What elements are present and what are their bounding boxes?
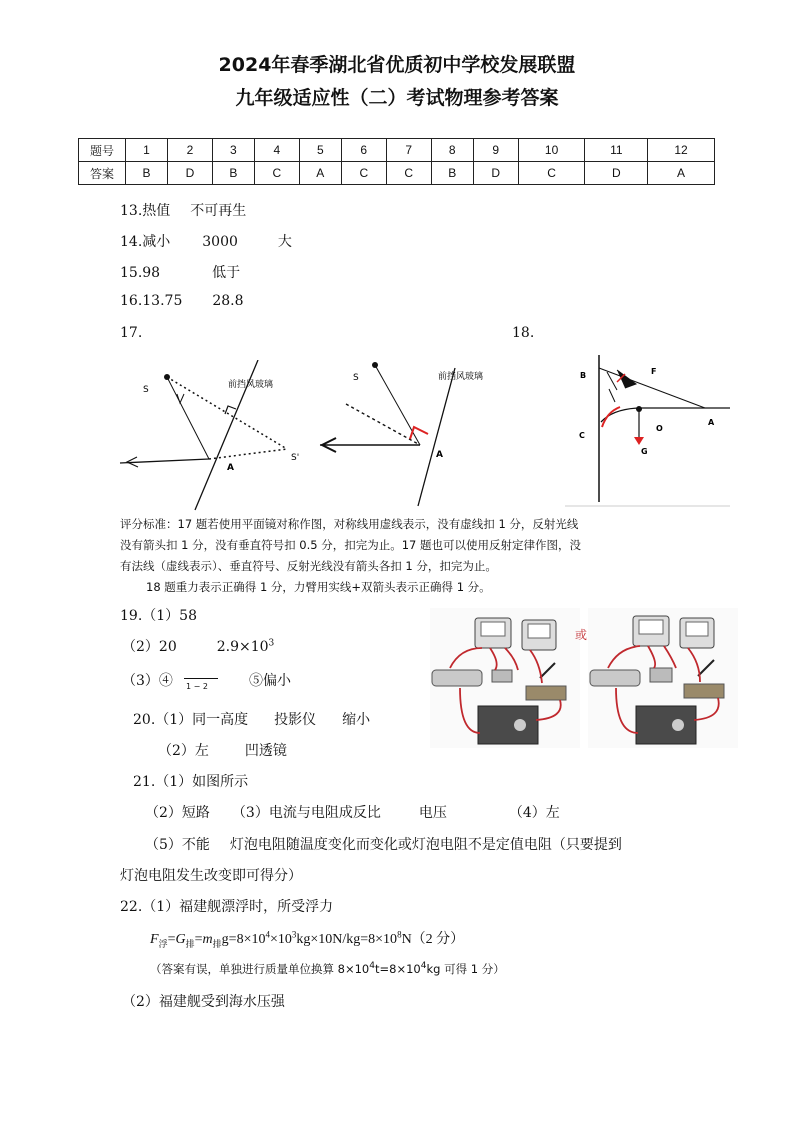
answer-19-part2: （2）20 $2.9\times 10^3$ xyxy=(122,638,275,655)
table-cell: A xyxy=(299,162,341,185)
label-o: O xyxy=(656,424,663,433)
gravity-arrow-head xyxy=(634,437,644,445)
answer-20-part2: （2）左 凹透镜 xyxy=(158,743,287,759)
grading-note-line: 有法线（虚线表示）、垂直符号、反射光线没有箭头各扣 1 分，扣完为止。 xyxy=(120,559,497,573)
label-c: C xyxy=(579,431,585,440)
rheostat xyxy=(590,670,640,686)
table-cell: 5 xyxy=(299,139,341,162)
answer-13: 13.热值 不可再生 xyxy=(120,203,247,219)
label-a: A xyxy=(227,463,234,473)
table-cell: 8 xyxy=(431,139,473,162)
table-cell: 4 xyxy=(254,139,299,162)
table-cell: C xyxy=(254,162,299,185)
answer-21-part1: 21.（1）如图所示 xyxy=(133,774,249,790)
grading-note-line: 没有箭头扣 1 分，没有垂直符号扣 0.5 分，扣完为止。17 题也可以使用反射定律作图，没 xyxy=(120,538,582,552)
incident-ray xyxy=(167,377,209,459)
answer-19-part1: 19.（1）58 xyxy=(120,608,197,624)
label-s: S xyxy=(143,385,149,395)
answer-22-part2: （2）福建舰受到海水压强 xyxy=(122,994,285,1010)
table-cell: D xyxy=(585,162,648,185)
label-f: F xyxy=(651,367,657,376)
question-18-label: 18. xyxy=(512,325,535,341)
answer-21-part5-cont: 灯泡电阻发生改变即可得分） xyxy=(120,868,302,884)
figure-17-mirror-method xyxy=(115,360,315,512)
answer-19-part3: （3）④ xyxy=(122,673,173,689)
table-cell: 3 xyxy=(212,139,254,162)
table-cell: B xyxy=(212,162,254,185)
table-row xyxy=(79,139,715,162)
virtual-ray-line xyxy=(209,449,287,459)
incident-ray-arrow xyxy=(177,394,184,403)
table-cell: 2 xyxy=(167,139,212,162)
answer-15: 15.98 低于 xyxy=(120,265,241,281)
label-windshield: 前挡风玻璃 xyxy=(228,380,274,390)
table-cell: 7 xyxy=(386,139,431,162)
fraction-denominator: 1 − 2 xyxy=(186,682,208,691)
figure-18-lever xyxy=(565,352,730,507)
table-cell: C xyxy=(518,162,585,185)
force-arm-line xyxy=(609,389,615,402)
answer-21-part2: （2）短路 （3）电流与电阻成反比 电压 （4）左 xyxy=(145,805,560,821)
answer-table xyxy=(78,138,715,185)
table-cell: 6 xyxy=(341,139,386,162)
table-cell: 1 xyxy=(126,139,168,162)
table-cell: B xyxy=(126,162,168,185)
or-label: 或 xyxy=(575,628,588,642)
table-cell: B xyxy=(431,162,473,185)
rheostat xyxy=(432,670,482,686)
label-g: G xyxy=(641,447,648,456)
label-a: A xyxy=(708,418,715,427)
buoyancy-formula: $F_浮=G_排=m_排g=8\times 10^4\times 10^3kg\times 10N/kg=8\times 10^8N(2$ 分） xyxy=(150,929,465,949)
answer-16: 16.13.75 28.8 xyxy=(120,293,244,309)
answer-14: 14.减小 3000 大 xyxy=(120,234,292,250)
label-s-prime: S' xyxy=(291,453,300,463)
power-supply xyxy=(478,706,538,744)
answer-20-part1: 20.（1）同一高度 投影仪 缩小 xyxy=(133,712,371,728)
resistor xyxy=(650,668,672,682)
grading-note-22: （答案有误，单独进行质量单位换算 $8\times 10^4t=8\times 10^4kg$ 可得 1 分） xyxy=(150,961,505,976)
label-windshield: 前挡风玻璃 xyxy=(438,372,484,382)
grading-note-line: 评分标准：17 题若使用平面镜对称作图，对称线用虚线表示，没有虚线扣 1 分，反射光线 xyxy=(120,517,579,531)
power-supply xyxy=(636,706,696,744)
table-cell: A xyxy=(648,162,715,185)
perpendicular-mark xyxy=(225,406,236,414)
reflected-ray xyxy=(120,459,209,463)
windshield-line xyxy=(418,368,455,506)
incident-ray xyxy=(375,365,420,445)
label-s: S xyxy=(353,373,359,383)
table-header-cell: 答案 xyxy=(79,162,126,185)
table-cell: D xyxy=(167,162,212,185)
label-a: A xyxy=(436,450,443,460)
page-title: 2024年春季湖北省优质初中学校发展联盟 xyxy=(218,54,576,76)
circuit-image-1 xyxy=(430,608,580,748)
table-cell: 9 xyxy=(473,139,518,162)
question-17-label: 17. xyxy=(120,325,143,341)
table-header-cell: 题号 xyxy=(79,139,126,162)
switch xyxy=(684,684,724,698)
table-cell: D xyxy=(473,162,518,185)
figure-17-reflection-method xyxy=(318,356,503,512)
table-cell: 10 xyxy=(518,139,585,162)
table-cell: C xyxy=(341,162,386,185)
answer-22-part1: 22.（1）福建舰漂浮时，所受浮力 xyxy=(120,899,334,915)
table-cell: 11 xyxy=(585,139,648,162)
table-row xyxy=(79,162,715,185)
page-subtitle: 九年级适应性（二）考试物理参考答案 xyxy=(235,87,559,109)
answer-21-part5: （5）不能 灯泡电阻随温度变化而变化或灯泡电阻不是定值电阻（只要提到 xyxy=(145,837,622,853)
resistor xyxy=(492,670,512,682)
circuit-image-2 xyxy=(588,608,738,748)
force-arm-arc xyxy=(602,407,620,427)
perpendicular-mark xyxy=(410,427,428,439)
table-cell: C xyxy=(386,162,431,185)
fraction-bar xyxy=(184,678,218,679)
table-cell: 12 xyxy=(648,139,715,162)
switch xyxy=(526,686,566,700)
label-b: B xyxy=(580,371,587,380)
answer-19-part3b: ⑤偏小 xyxy=(249,673,291,689)
grading-note-line: 18 题重力表示正确得 1 分，力臂用实线+双箭头表示正确得 1 分。 xyxy=(146,580,491,594)
